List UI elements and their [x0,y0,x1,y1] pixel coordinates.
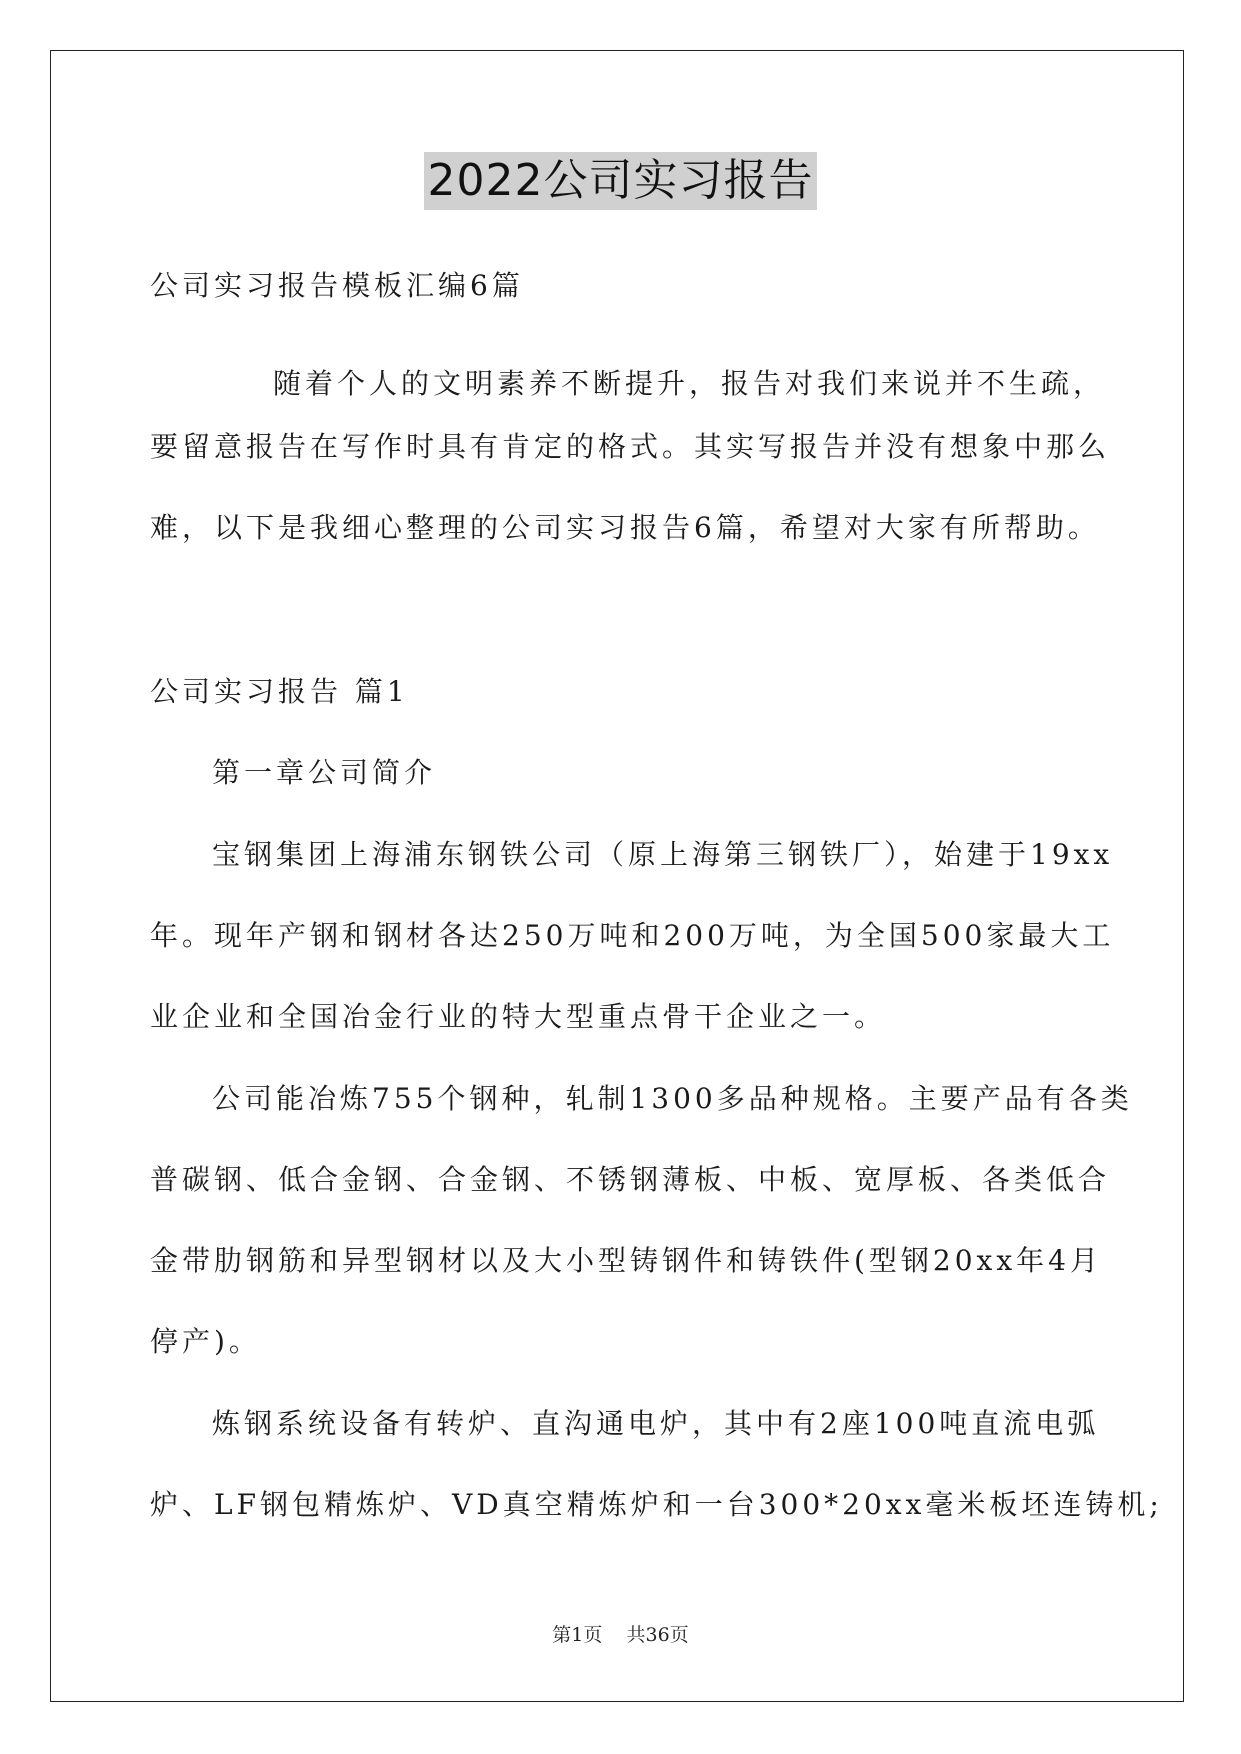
paragraph-line: 业企业和全国冶金行业的特大型重点骨干企业之一。 [150,1000,887,1033]
intro-line: 要留意报告在写作时具有肯定的格式。其实写报告并没有想象中那么 [150,430,1111,463]
paragraph-line: 年。现年产钢和钢材各达250万吨和200万吨，为全国500家最大工 [150,919,1115,952]
paragraph-line: 公司能冶炼755个钢种，轧制1300多品种规格。主要产品有各类 [212,1082,1133,1115]
intro-line: 随着个人的文明素养不断提升，报告对我们来说并不生疏， [273,367,1106,400]
paragraph-line: 炉、LF钢包精炼炉、VD真空精炼炉和一台300*20xx毫米板坯连铸机; [150,1488,1163,1521]
paragraph-line: 普碳钢、低合金钢、合金钢、不锈钢薄板、中板、宽厚板、各类低合 [150,1163,1111,1196]
intro-line: 难，以下是我细心整理的公司实习报告6篇，希望对大家有所帮助。 [150,511,1100,544]
document-title: 2022公司实习报告 [424,152,818,210]
page-number: 第1页 [552,1624,603,1646]
page-total: 共36页 [626,1624,689,1646]
paragraph-line: 金带肋钢筋和异型钢材以及大小型铸钢件和铸铁件(型钢20xx年4月 [150,1244,1102,1277]
section-heading: 公司实习报告 篇1 [150,675,409,708]
paragraph-line: 宝钢集团上海浦东钢铁公司（原上海第三钢铁厂），始建于19xx [212,838,1114,871]
document-subtitle: 公司实习报告模板汇编6篇 [150,269,524,302]
paragraph-line: 停产)。 [150,1325,261,1358]
chapter-heading: 第一章公司简介 [212,756,437,789]
page-footer [0,1622,1241,1648]
title-container [0,152,1241,210]
paragraph-line: 炼钢系统设备有转炉、直沟通电炉，其中有2座100吨直流电弧 [212,1407,1100,1440]
